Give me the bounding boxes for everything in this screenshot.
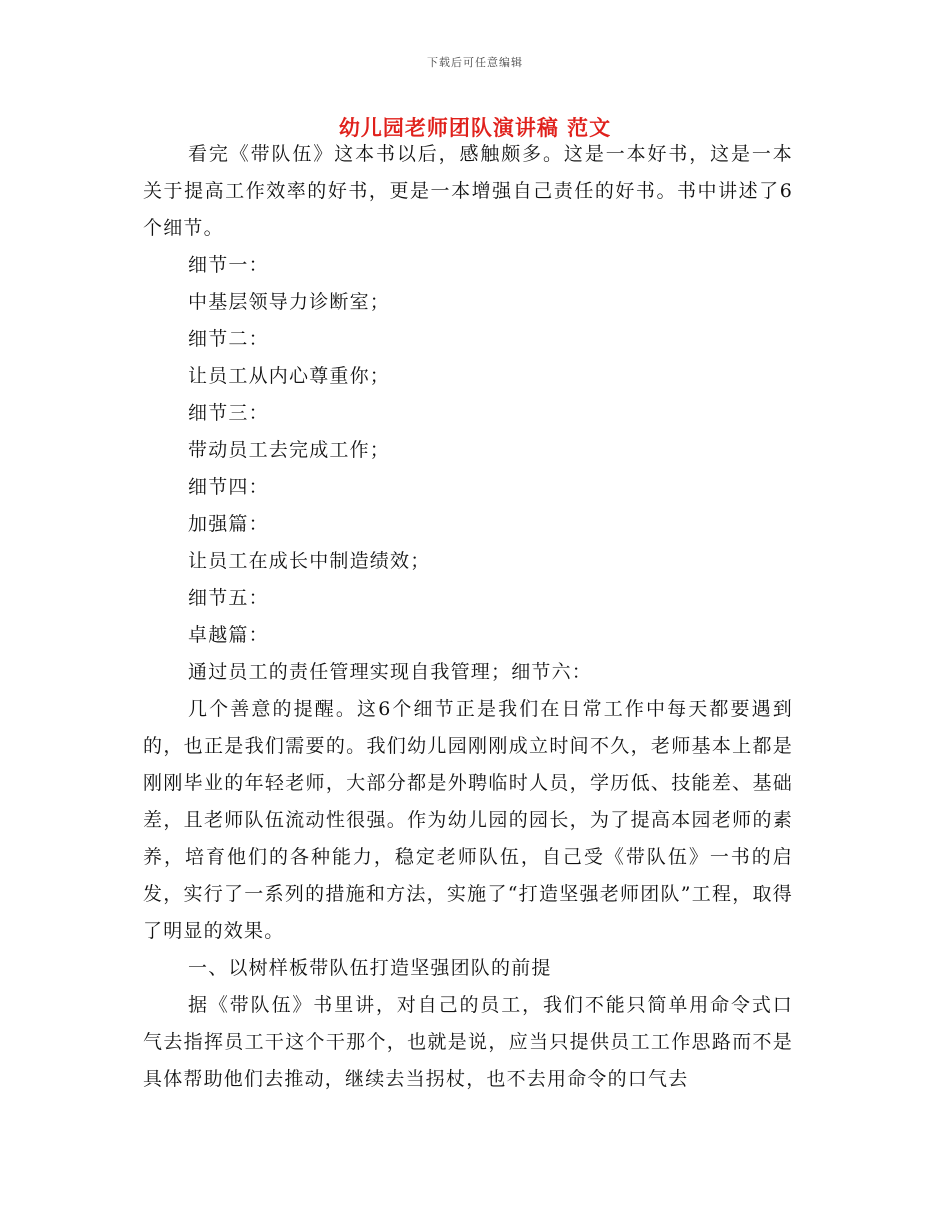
paragraph-detail-2-heading: 细节二：	[188, 328, 269, 350]
document-title: 幼儿园老师团队演讲稿 范文	[338, 116, 612, 140]
paragraph-detail-4-text: 让员工在成长中制造绩效；	[188, 550, 431, 572]
paragraph-detail-5-text: 通过员工的责任管理实现自我管理；细节六：	[188, 661, 593, 683]
paragraph-intro: 看完《带队伍》这本书以后，感触颇多。这是一本好书，这是一本关于提高工作效率的好书，更是一本增强自己责任的好书。书中讲述了6个细节。	[143, 143, 793, 239]
paragraph-detail-3-text: 带动员工去完成工作；	[188, 439, 391, 461]
paragraph-detail-2-text: 让员工从内心尊重你；	[188, 365, 391, 387]
paragraph-reminders: 几个善意的提醒。这6个细节正是我们在日常工作中每天都要遇到的，也正是我们需要的。我们幼儿园刚刚成立时间不久，老师基本上都是刚刚毕业的年轻老师，大部分都是外聘临时人员，学历低、技能差、基础差，且老师队伍流动性很强。作为幼儿园的园长，为了提高本园老师的素养，培育他们的各种能力，稳定老师队伍，自己受《带队伍》一书的启发，实行了一系列的措施和方法，实施了“打造坚强老师团队”工程，取得了明显的效果。	[143, 698, 793, 942]
paragraph-section-1-heading: 一、以树样板带队伍打造坚强团队的前提	[188, 957, 552, 979]
paragraph-detail-3-heading: 细节三：	[188, 402, 269, 424]
paragraph-excellence-heading: 卓越篇：	[188, 624, 269, 646]
paragraph-detail-4-heading: 细节四：	[188, 476, 269, 498]
paragraph-strengthen-heading: 加强篇：	[188, 513, 269, 535]
document-body	[143, 136, 793, 1098]
header-note: 下载后可任意编辑	[427, 56, 523, 69]
paragraph-detail-1-heading: 细节一：	[188, 254, 269, 276]
paragraph-detail-1-text: 中基层领导力诊断室；	[188, 291, 391, 313]
paragraph-section-1-text: 据《带队伍》书里讲，对自己的员工，我们不能只简单用命令式口气去指挥员工干这个干那个，也就是说，应当只提供员工工作思路而不是具体帮助他们去推动，继续去当拐杖，也不去用命令的口气去	[143, 994, 793, 1090]
paragraph-detail-5-heading: 细节五：	[188, 587, 269, 609]
